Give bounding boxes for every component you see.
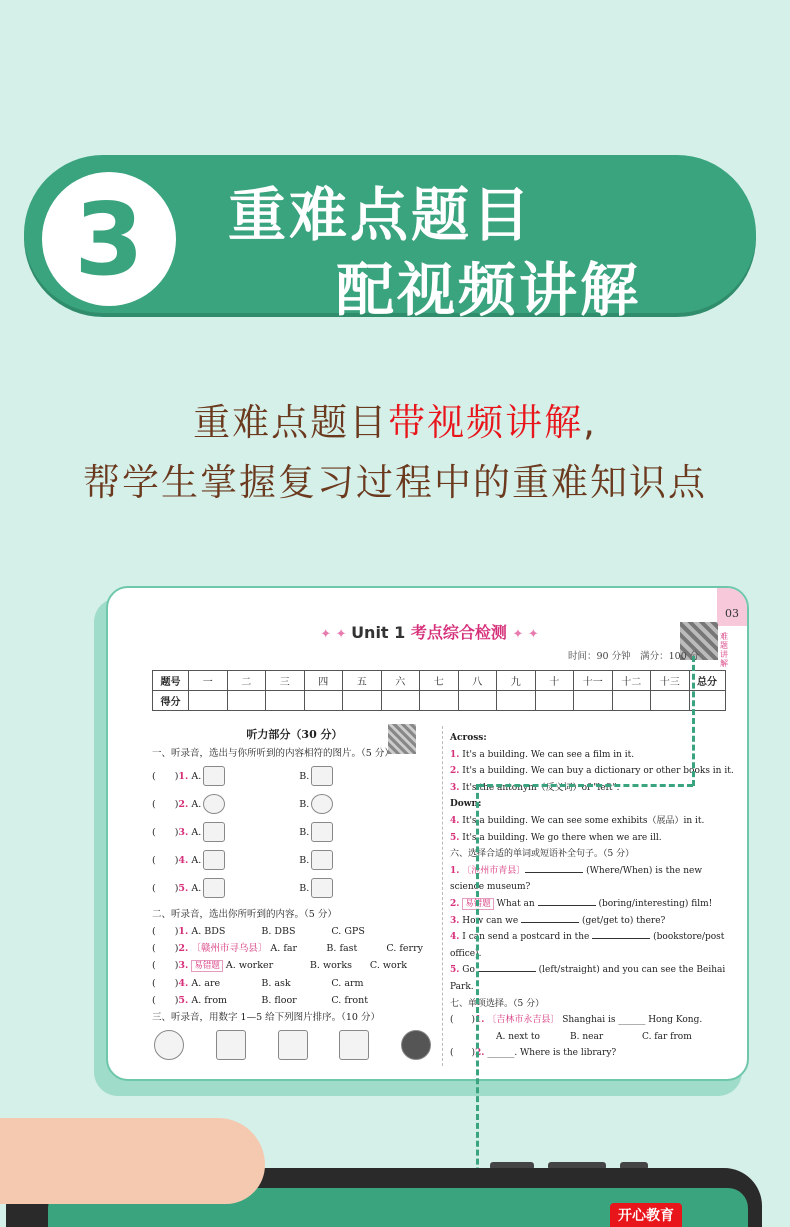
item-number: 1. (450, 749, 460, 760)
building-picture-icon (278, 1030, 308, 1060)
worksheet-title (108, 620, 749, 643)
guide-line (476, 784, 479, 1227)
time-score-meta: 时间：90 分钟 满分：100 分 (568, 651, 700, 662)
question-text: ______. Where is the library? (487, 1048, 617, 1059)
list-item: ( )1. 〔吉林市永吉县〕 Shanghai is ______ Hong Kong. (450, 1015, 703, 1026)
option-a: A. from (191, 995, 228, 1006)
error-prone-tag: 易错题 (462, 898, 494, 910)
table-cell: 二 (227, 671, 266, 691)
subtitle-text: 重难点题目 (193, 401, 389, 444)
item-number: 1. (178, 770, 189, 782)
item-number: 2. (475, 1048, 485, 1059)
item-number: 2. (450, 766, 460, 777)
option-b: B. near (570, 1031, 604, 1042)
option-c: C. far from (642, 1031, 692, 1042)
table-cell: 十三 (651, 671, 690, 691)
option-b: B. ask (261, 978, 291, 989)
source-tag: 〔赣州市寻乌县〕 (191, 943, 268, 954)
table-cell: 四 (304, 671, 343, 691)
list-item: ( ) 2. A. B. (152, 790, 437, 818)
score-table-header-row (153, 671, 726, 691)
source-tag: 〔沧州市青县〕 (462, 865, 526, 876)
question-text: I can send a postcard in the (462, 932, 590, 943)
building-picture-icon (203, 766, 225, 786)
option-a: A. (191, 770, 202, 782)
answer-blank[interactable] (478, 971, 536, 972)
section-title: 七、单项选择。（5 分） (450, 998, 545, 1009)
option-b: B. (299, 854, 310, 866)
brand-logo: 开心教育 (610, 1203, 682, 1227)
item-number: 4. (178, 854, 189, 866)
shop-picture-icon (311, 878, 333, 898)
option-c: C. work (369, 960, 408, 971)
source-tag: 〔吉林市永吉县〕 (487, 1015, 560, 1026)
item-number: 5. (450, 832, 460, 843)
answer-blank[interactable] (521, 922, 579, 923)
error-prone-tag: 易错题 (191, 960, 223, 972)
table-cell (227, 691, 266, 711)
table-cell: 十一 (574, 671, 613, 691)
option-b: B. (299, 826, 310, 838)
table-cell (535, 691, 574, 711)
section-heading: 听力部分（30 分） (246, 728, 343, 741)
column-divider (442, 726, 443, 1066)
table-cell (381, 691, 420, 711)
option-c: C. front (331, 995, 369, 1006)
turn-sign-icon (154, 1030, 184, 1060)
table-cell: 十二 (612, 671, 651, 691)
list-item: ( ) 1. A. B. (152, 762, 437, 790)
table-cell: 九 (497, 671, 536, 691)
table-cell (651, 691, 690, 711)
map-picture-icon (311, 822, 333, 842)
question-text: How can we (462, 915, 519, 926)
subtitle-highlight: 带视频讲解 (388, 401, 584, 444)
item-number: 2. (178, 943, 189, 954)
list-item (450, 929, 735, 962)
table-cell: 八 (458, 671, 497, 691)
clue-text: It's a building. We can see some exhibits（展品）in it. (462, 815, 705, 826)
list-item: ( ) 4. A. B. (152, 846, 437, 874)
list-item: ( ) 5. A. B. (152, 874, 437, 902)
sparkle-icon: ✦ ✦ (320, 627, 352, 642)
bookstore-picture-icon (339, 1030, 369, 1060)
option-a: A. next to (496, 1031, 540, 1042)
table-cell: 三 (266, 671, 305, 691)
question-text: (get/get to) there? (581, 915, 666, 926)
sparkle-icon: ✦ ✦ (512, 627, 539, 642)
table-cell: 五 (343, 671, 382, 691)
list-item: ( )2. 〔赣州市寻乌县〕 A. far B. fast C. ferry (152, 940, 437, 957)
banner-title-line1: 重难点题目 (228, 181, 534, 249)
clue-text: It's the antonym（反义词）of "left". (462, 782, 620, 793)
table-cell: 六 (381, 671, 420, 691)
item-number: 1. (178, 926, 189, 937)
table-cell (612, 691, 651, 711)
page-number: 03 (717, 588, 747, 626)
option-a: A. (191, 826, 202, 838)
option-a: A. worker (225, 960, 274, 971)
step-number-badge: 3 (42, 172, 176, 306)
answer-blank[interactable] (538, 905, 596, 906)
across-heading: Across: (450, 733, 487, 743)
subtitle-comma: , (583, 401, 597, 444)
score-table (152, 670, 726, 711)
list-item (450, 863, 735, 896)
question-text: (boring/interesting) film! (598, 898, 713, 909)
item-number: 5. (450, 965, 460, 976)
list-item (450, 830, 735, 847)
item-number: 1. (450, 865, 460, 876)
table-cell: 七 (420, 671, 459, 691)
question-text: (bookstore/post office). (450, 932, 725, 959)
table-cell: 得分 (153, 691, 189, 711)
guide-line (478, 784, 693, 787)
guide-line (692, 656, 695, 786)
turn-sign-icon (203, 794, 225, 814)
picture-order-row (152, 1030, 437, 1060)
option-b: B. floor (261, 995, 297, 1006)
item-number: 1. (475, 1015, 485, 1026)
subtitle-line1 (0, 392, 790, 446)
question-text: (left/straight) and you can see the Beihai Park. (450, 965, 726, 992)
table-cell (343, 691, 382, 711)
option-a: A. (191, 882, 202, 894)
item-number: 3. (450, 782, 460, 793)
museum-picture-icon (311, 850, 333, 870)
question-text: (Where/When) is the new science museum? (450, 865, 703, 893)
item-number: 5. (178, 882, 189, 894)
option-b: B. (299, 882, 310, 894)
table-cell: 题号 (153, 671, 189, 691)
answer-blank[interactable] (592, 938, 650, 939)
straight-sign-icon (401, 1030, 431, 1060)
list-item (450, 813, 735, 830)
turn-sign-icon (311, 794, 333, 814)
finger-image (0, 1118, 265, 1204)
subtitle-line2: 帮学生掌握复习过程中的重难知识点 (83, 461, 707, 504)
item-number: 4. (178, 978, 189, 989)
option-a: A. (191, 798, 202, 810)
option-row (450, 1029, 735, 1046)
item-number: 2. (450, 898, 460, 909)
table-cell: 十 (535, 671, 574, 691)
option-b: B. (299, 798, 310, 810)
table-cell (266, 691, 305, 711)
option-b: B. DBS (261, 926, 296, 937)
option-c: C. GPS (331, 926, 365, 937)
test-title: 考点综合检测 (410, 623, 507, 642)
table-cell (189, 691, 228, 711)
people-picture-icon (216, 1030, 246, 1060)
clue-text: It's a building. We can buy a dictionary or other books in it. (462, 766, 734, 777)
clue-text: It's a building. We go there when we are ill. (462, 832, 662, 843)
unit-label: Unit 1 (351, 623, 406, 642)
list-item (450, 896, 735, 913)
building-picture-icon (203, 850, 225, 870)
listening-column (152, 726, 437, 1060)
section-title: 六、选择合适的单词或短语补全句子。（5 分） (450, 849, 635, 860)
answer-blank[interactable] (525, 872, 583, 873)
list-item (450, 913, 735, 930)
question-text: Go (462, 965, 475, 976)
compass-picture-icon (203, 822, 225, 842)
list-item: ( )3. 易错题 A. worker B. works C. work (152, 957, 437, 975)
list-item: ( )5. A. from B. floor C. front (152, 992, 437, 1009)
option-a: A. are (191, 978, 221, 989)
option-c: C. arm (331, 978, 364, 989)
table-cell (420, 691, 459, 711)
score-table-score-row (153, 691, 726, 711)
section-title: 二、听录音，选出你所听到的内容。（5 分） (152, 909, 337, 920)
question-text: Shanghai is ______ Hong Kong. (562, 1015, 703, 1026)
table-cell (304, 691, 343, 711)
people-picture-icon (203, 878, 225, 898)
section-title: 一、听录音，选出与你所听到的内容相符的图片。（5 分） (152, 748, 394, 759)
option-a: A. far (270, 943, 298, 954)
option-b: B. works (309, 960, 352, 971)
option-b: B. (299, 770, 310, 782)
list-item: ( )2. ______. Where is the library? (450, 1048, 617, 1059)
table-cell (497, 691, 536, 711)
item-number: 4. (450, 815, 460, 826)
banner-title-line2: 配视频讲解 (336, 256, 642, 324)
option-c: C. ferry (386, 943, 423, 954)
worksheet-preview (106, 586, 749, 1081)
item-number: 4. (450, 932, 460, 943)
item-number: 3. (450, 915, 460, 926)
down-heading: Down: (450, 799, 482, 810)
table-cell (574, 691, 613, 711)
building-picture-icon (311, 766, 333, 786)
option-a: A. BDS (191, 926, 226, 937)
clue-text: It's a building. We can see a film in it. (462, 749, 635, 760)
item-number: 3. (178, 826, 189, 838)
item-number: 5. (178, 995, 189, 1006)
table-cell: 一 (189, 671, 228, 691)
list-item (450, 962, 735, 995)
table-cell (458, 691, 497, 711)
list-item: ( )1. A. BDS B. DBS C. GPS (152, 923, 437, 940)
option-a: A. (191, 854, 202, 866)
list-item: ( ) 3. A. B. (152, 818, 437, 846)
section-title: 三、听录音，用数字 1—5 给下列图片排序。（10 分） (152, 1012, 380, 1023)
item-number: 3. (178, 960, 189, 971)
item-number: 2. (178, 798, 189, 810)
qr-label: 难题讲解 (720, 632, 728, 668)
option-b: B. fast (326, 943, 358, 954)
list-item: ( )4. A. are B. ask C. arm (152, 975, 437, 992)
question-text: What an (496, 898, 535, 909)
table-cell: 总分 (689, 671, 725, 691)
